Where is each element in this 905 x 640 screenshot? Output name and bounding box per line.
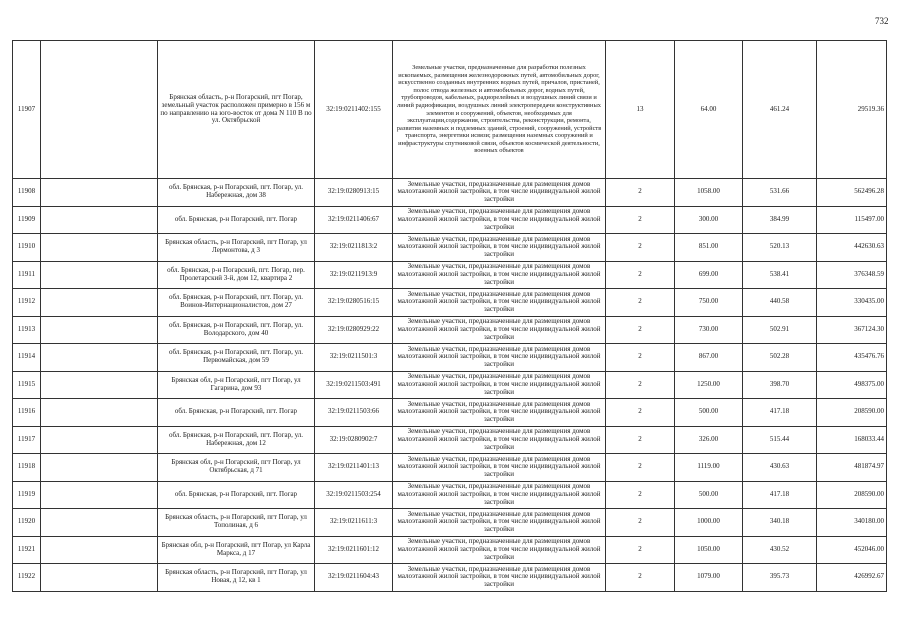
table-row	[13, 234, 887, 262]
cell-specific-value: 417.18	[743, 399, 817, 427]
cell-area: 699.00	[675, 261, 743, 289]
cell-cadastral-value: 376348.59	[817, 261, 887, 289]
cell-empty	[41, 234, 158, 262]
cell-empty	[41, 179, 158, 207]
table-row	[13, 179, 887, 207]
cell-address: обл. Брянская, р-н Погарский, пгт. Погар, ул. Володарского, дом 40	[158, 316, 315, 344]
cell-cadastral-number: 32:19:0280913:15	[315, 179, 393, 207]
page-number: 732	[875, 16, 889, 26]
cell-empty	[41, 344, 158, 372]
cell-permitted-use: Земельные участки, предназначенные для размещения домов малоэтажной жилой застройки, в том числе индивидуальной жилой застройки	[393, 481, 606, 509]
cell-area: 1050.00	[675, 536, 743, 564]
cell-area: 64.00	[675, 41, 743, 179]
cell-cadastral-number: 32:19:0211503:491	[315, 371, 393, 399]
cell-use-group-code: 2	[606, 371, 675, 399]
cell-empty	[41, 426, 158, 454]
cell-cadastral-value: 29519.36	[817, 41, 887, 179]
cell-cadastral-number: 32:19:0280902:7	[315, 426, 393, 454]
cell-cadastral-number: 32:19:0211601:12	[315, 536, 393, 564]
cell-record-number: 11912	[13, 289, 41, 317]
cell-permitted-use: Земельные участки, предназначенные для размещения домов малоэтажной жилой застройки, в том числе индивидуальной жилой застройки	[393, 426, 606, 454]
cell-address: обл. Брянская, р-н Погарский, пгт. Погар, ул. Первомайская, дом 59	[158, 344, 315, 372]
cell-address: Брянская область, р-н Погарский, пгт Погар, земельный участок расположен примерно в 156 м по направлению на юго-восток от дома N 110 В по ул. Октябрьской	[158, 41, 315, 179]
cell-permitted-use: Земельные участки, предназначенные для разработки полезных ископаемых, размещения железнодорожных путей, автомобильных дорог, искусственно созданных внутренних водных путей, причалов, пристаней, полос отвода железных и автомобильных дорог, водных путей, трубопроводов, кабельных, радиорелейных и воздушных линий связи и линий радиофикации, воздушных линий электропередачи конструктивных элементов и сооружений, объектов, необходимых для эксплуатации,содержания, строительства, реконструкции, ремонта, развития наземных и подземных зданий, строений, сооружений, устройств транспорта, энергетики исвязи; размещения наземных сооружений и инфраструктуры спутниковой связи, объектов космической деятельности, военных объектов	[393, 41, 606, 179]
cell-use-group-code: 2	[606, 426, 675, 454]
table-row	[13, 261, 887, 289]
cell-address: обл. Брянская, р-н Погарский, пгт. Погар, ул. Набережная, дом 12	[158, 426, 315, 454]
cell-record-number: 11922	[13, 564, 41, 592]
cell-permitted-use: Земельные участки, предназначенные для размещения домов малоэтажной жилой застройки, в том числе индивидуальной жилой застройки	[393, 344, 606, 372]
cell-cadastral-number: 32:19:0280929:22	[315, 316, 393, 344]
cell-cadastral-number: 32:19:0211402:155	[315, 41, 393, 179]
cell-empty	[41, 261, 158, 289]
cell-record-number: 11919	[13, 481, 41, 509]
cell-permitted-use: Земельные участки, предназначенные для размещения домов малоэтажной жилой застройки, в том числе индивидуальной жилой застройки	[393, 399, 606, 427]
cell-record-number: 11907	[13, 41, 41, 179]
cell-use-group-code: 2	[606, 206, 675, 234]
cell-cadastral-value: 168033.44	[817, 426, 887, 454]
cell-empty	[41, 454, 158, 482]
cell-use-group-code: 2	[606, 536, 675, 564]
cell-cadastral-number: 32:19:0211401:13	[315, 454, 393, 482]
cell-permitted-use: Земельные участки, предназначенные для размещения домов малоэтажной жилой застройки, в том числе индивидуальной жилой застройки	[393, 564, 606, 592]
cell-address: обл. Брянская, р-н Погарский, пгт. Погар, ул. Воинов-Интернационалистов, дом 27	[158, 289, 315, 317]
table-row	[13, 481, 887, 509]
cell-cadastral-number: 32:19:0280516:15	[315, 289, 393, 317]
cell-cadastral-value: 367124.30	[817, 316, 887, 344]
cell-area: 326.00	[675, 426, 743, 454]
cell-specific-value: 430.63	[743, 454, 817, 482]
cell-area: 1058.00	[675, 179, 743, 207]
cell-address: Брянская область, р-н Погарский, пгт Погар, ул Тополиная, д 6	[158, 509, 315, 537]
cell-specific-value: 340.18	[743, 509, 817, 537]
land-registry-table	[12, 40, 887, 592]
cell-address: обл. Брянская, р-н Погарский, пгт. Погар	[158, 206, 315, 234]
cell-empty	[41, 481, 158, 509]
cell-address: обл. Брянская, р-н Погарский, пгт. Погар, пер. Пролетарский 3-й, дом 12, квартира 2	[158, 261, 315, 289]
cell-cadastral-value: 435476.76	[817, 344, 887, 372]
table-row	[13, 509, 887, 537]
cell-use-group-code: 2	[606, 399, 675, 427]
cell-use-group-code: 13	[606, 41, 675, 179]
cell-cadastral-value: 208590.00	[817, 399, 887, 427]
cell-address: Брянская область, р-н Погарский, пгт Погар, ул Лермонтова, д 3	[158, 234, 315, 262]
cell-use-group-code: 2	[606, 509, 675, 537]
cell-permitted-use: Земельные участки, предназначенные для размещения домов малоэтажной жилой застройки, в том числе индивидуальной жилой застройки	[393, 371, 606, 399]
cell-specific-value: 502.28	[743, 344, 817, 372]
table-row	[13, 344, 887, 372]
cell-permitted-use: Земельные участки, предназначенные для размещения домов малоэтажной жилой застройки, в том числе индивидуальной жилой застройки	[393, 454, 606, 482]
cell-cadastral-value: 481874.97	[817, 454, 887, 482]
cell-specific-value: 398.70	[743, 371, 817, 399]
cell-specific-value: 395.73	[743, 564, 817, 592]
cell-record-number: 11911	[13, 261, 41, 289]
cell-cadastral-number: 32:19:0211406:67	[315, 206, 393, 234]
cell-specific-value: 461.24	[743, 41, 817, 179]
cell-cadastral-value: 562496.28	[817, 179, 887, 207]
cell-record-number: 11915	[13, 371, 41, 399]
cell-address: обл. Брянская, р-н Погарский, пгт. Погар, ул. Набережная, дом 38	[158, 179, 315, 207]
cell-area: 730.00	[675, 316, 743, 344]
cell-permitted-use: Земельные участки, предназначенные для размещения домов малоэтажной жилой застройки, в том числе индивидуальной жилой застройки	[393, 316, 606, 344]
cell-empty	[41, 399, 158, 427]
cell-cadastral-value: 498375.00	[817, 371, 887, 399]
cell-use-group-code: 2	[606, 234, 675, 262]
cell-cadastral-value: 452046.00	[817, 536, 887, 564]
cell-specific-value: 417.18	[743, 481, 817, 509]
cell-cadastral-value: 330435.00	[817, 289, 887, 317]
cell-permitted-use: Земельные участки, предназначенные для размещения домов малоэтажной жилой застройки, в том числе индивидуальной жилой застройки	[393, 206, 606, 234]
cell-area: 1119.00	[675, 454, 743, 482]
cell-record-number: 11920	[13, 509, 41, 537]
cell-address: Брянская обл, р-н Погарский, пгт Погар, ул Октябрьская, д 71	[158, 454, 315, 482]
cell-record-number: 11913	[13, 316, 41, 344]
cell-specific-value: 538.41	[743, 261, 817, 289]
table-body	[13, 41, 887, 592]
cell-permitted-use: Земельные участки, предназначенные для размещения домов малоэтажной жилой застройки, в том числе индивидуальной жилой застройки	[393, 536, 606, 564]
cell-use-group-code: 2	[606, 261, 675, 289]
table-row	[13, 206, 887, 234]
cell-cadastral-value: 426992.67	[817, 564, 887, 592]
cell-permitted-use: Земельные участки, предназначенные для размещения домов малоэтажной жилой застройки, в том числе индивидуальной жилой застройки	[393, 261, 606, 289]
cell-permitted-use: Земельные участки, предназначенные для размещения домов малоэтажной жилой застройки, в том числе индивидуальной жилой застройки	[393, 179, 606, 207]
table-row	[13, 399, 887, 427]
cell-cadastral-number: 32:19:0211813:2	[315, 234, 393, 262]
cell-cadastral-number: 32:19:0211503:66	[315, 399, 393, 427]
cell-record-number: 11916	[13, 399, 41, 427]
cell-area: 300.00	[675, 206, 743, 234]
cell-permitted-use: Земельные участки, предназначенные для размещения домов малоэтажной жилой застройки, в том числе индивидуальной жилой застройки	[393, 234, 606, 262]
cell-use-group-code: 2	[606, 481, 675, 509]
cell-cadastral-value: 340180.00	[817, 509, 887, 537]
cell-specific-value: 515.44	[743, 426, 817, 454]
table-row	[13, 564, 887, 592]
cell-record-number: 11910	[13, 234, 41, 262]
cell-empty	[41, 564, 158, 592]
cell-empty	[41, 289, 158, 317]
cell-use-group-code: 2	[606, 454, 675, 482]
cell-specific-value: 520.13	[743, 234, 817, 262]
cell-area: 1000.00	[675, 509, 743, 537]
cell-area: 1079.00	[675, 564, 743, 592]
cell-cadastral-number: 32:19:0211503:254	[315, 481, 393, 509]
table-row	[13, 371, 887, 399]
cell-cadastral-value: 115497.00	[817, 206, 887, 234]
cell-cadastral-number: 32:19:0211611:3	[315, 509, 393, 537]
cell-specific-value: 502.91	[743, 316, 817, 344]
cell-empty	[41, 206, 158, 234]
cell-address: Брянская область, р-н Погарский, пгт Погар, ул Новая, д 12, кв 1	[158, 564, 315, 592]
table-row	[13, 316, 887, 344]
cell-use-group-code: 2	[606, 564, 675, 592]
cell-area: 1250.00	[675, 371, 743, 399]
cell-cadastral-number: 32:19:0211913:9	[315, 261, 393, 289]
cell-address: обл. Брянская, р-н Погарский, пгт. Погар	[158, 481, 315, 509]
cell-address: Брянская обл, р-н Погарский, пгт Погар, ул Карла Маркса, д 17	[158, 536, 315, 564]
cell-empty	[41, 371, 158, 399]
cell-empty	[41, 41, 158, 179]
table-row	[13, 41, 887, 179]
cell-use-group-code: 2	[606, 179, 675, 207]
cell-area: 851.00	[675, 234, 743, 262]
cell-cadastral-value: 442630.63	[817, 234, 887, 262]
cell-permitted-use: Земельные участки, предназначенные для размещения домов малоэтажной жилой застройки, в том числе индивидуальной жилой застройки	[393, 289, 606, 317]
cell-use-group-code: 2	[606, 289, 675, 317]
cell-area: 500.00	[675, 399, 743, 427]
cell-permitted-use: Земельные участки, предназначенные для размещения домов малоэтажной жилой застройки, в том числе индивидуальной жилой застройки	[393, 509, 606, 537]
cell-empty	[41, 316, 158, 344]
table-row	[13, 536, 887, 564]
cell-cadastral-number: 32:19:0211501:3	[315, 344, 393, 372]
cell-use-group-code: 2	[606, 316, 675, 344]
cell-area: 500.00	[675, 481, 743, 509]
cell-empty	[41, 509, 158, 537]
cell-empty	[41, 536, 158, 564]
cell-cadastral-number: 32:19:0211604:43	[315, 564, 393, 592]
cell-record-number: 11918	[13, 454, 41, 482]
cell-cadastral-value: 208590.00	[817, 481, 887, 509]
table-row	[13, 426, 887, 454]
cell-address: обл. Брянская, р-н Погарский, пгт. Погар	[158, 399, 315, 427]
table-row	[13, 289, 887, 317]
cell-record-number: 11909	[13, 206, 41, 234]
cell-specific-value: 430.52	[743, 536, 817, 564]
cell-record-number: 11914	[13, 344, 41, 372]
cell-specific-value: 384.99	[743, 206, 817, 234]
cell-area: 867.00	[675, 344, 743, 372]
cell-specific-value: 531.66	[743, 179, 817, 207]
cell-specific-value: 440.58	[743, 289, 817, 317]
cell-record-number: 11921	[13, 536, 41, 564]
cell-address: Брянская обл, р-н Погарский, пгт Погар, ул Гагарина, дом 93	[158, 371, 315, 399]
cell-record-number: 11917	[13, 426, 41, 454]
cell-area: 750.00	[675, 289, 743, 317]
cell-use-group-code: 2	[606, 344, 675, 372]
table-row	[13, 454, 887, 482]
cell-record-number: 11908	[13, 179, 41, 207]
